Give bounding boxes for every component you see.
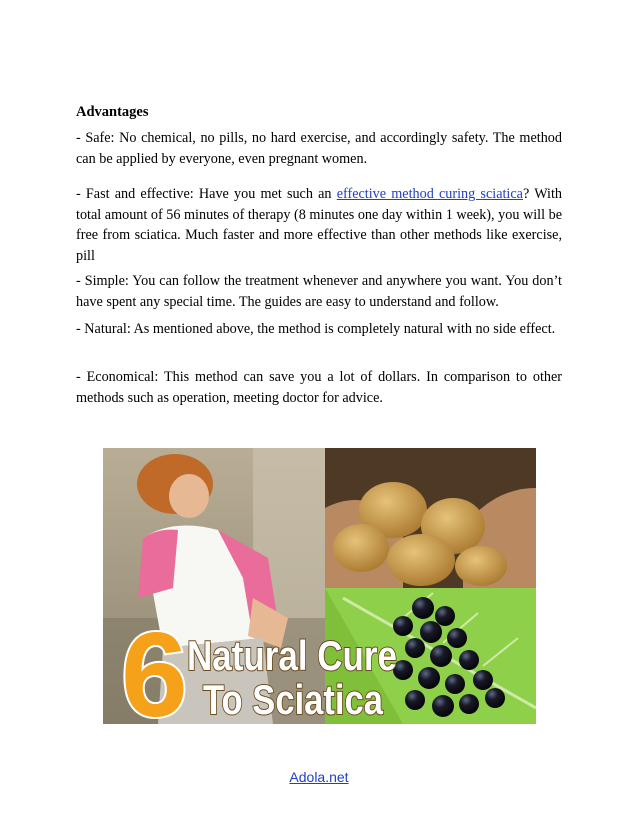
section-heading: Advantages — [76, 104, 149, 120]
paragraph-simple: - Simple: You can follow the treatment whenever and anywhere you want. You don’t have spent any special time. The guides are easy to understand and follow. — [76, 273, 562, 310]
effective-method-link[interactable]: effective method curing sciatica — [336, 186, 523, 202]
collage-illustration — [103, 448, 536, 724]
natural-cure-image — [103, 448, 536, 724]
paragraph-natural: - Natural: As mentioned above, the method is completely natural with no side effect. — [76, 321, 556, 337]
image-number: 6 — [121, 608, 188, 724]
paragraph-economical: - Economical: This method can save you a lot of dollars. In comparison to other methods such as operation, meeting doctor for advice. — [76, 369, 562, 406]
footer-site-link[interactable]: Adola.net — [289, 769, 349, 785]
image-title-line2: To Sciatica — [203, 676, 384, 723]
paragraph-safe: - Safe: No chemical, no pills, no hard exercise, and accordingly safety. The method can be applied by everyone, even pregnant women. — [76, 130, 562, 167]
footer — [0, 769, 638, 785]
paragraph-text: ? With total amount of 56 minutes of therapy (8 minutes one day within 1 week), you will be free from sciatica. Much faster and more effective than other methods like exercise, pill — [76, 186, 562, 264]
image-title-line1: Natural Cure — [187, 632, 397, 679]
paragraph-fast-effective — [76, 184, 562, 266]
paragraph-text: - Fast and effective: Have you met such an — [76, 186, 337, 202]
